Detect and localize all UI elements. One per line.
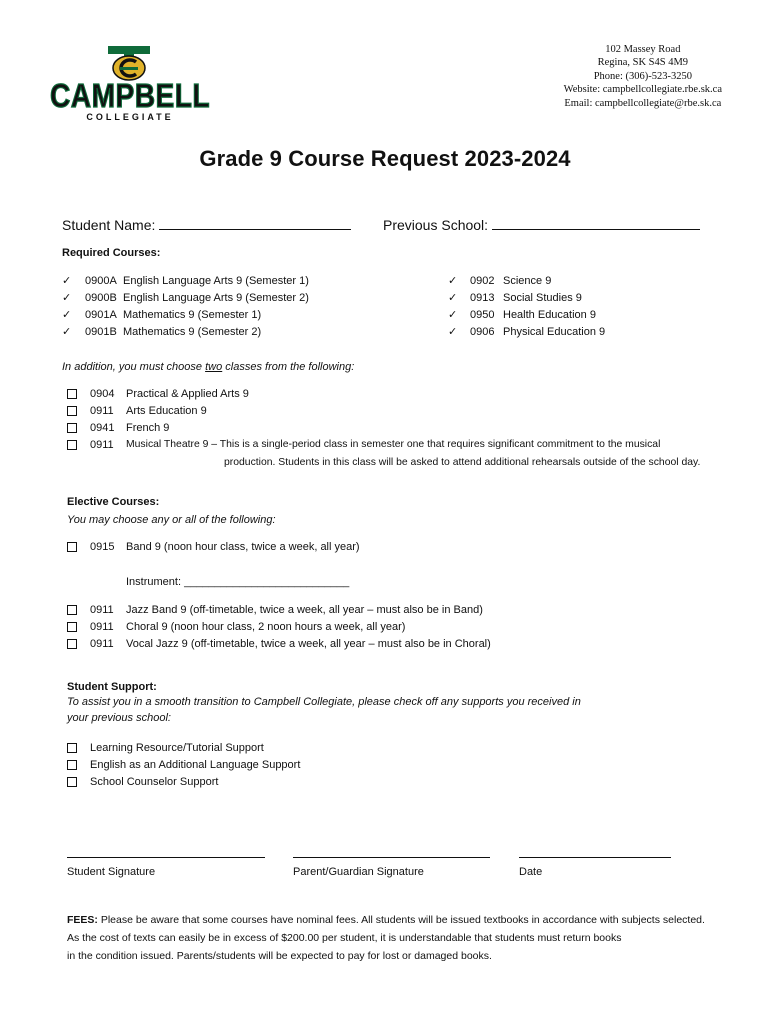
student-signature-line[interactable]: [67, 857, 265, 858]
address-line-1: 102 Massey Road: [605, 44, 681, 55]
course-code: 0950: [470, 309, 495, 321]
course-code: 0900B: [85, 292, 117, 304]
course-code: 0911: [90, 638, 114, 650]
checkbox[interactable]: [67, 406, 77, 416]
course-code: 0913: [470, 292, 495, 304]
elective-courses-heading: Elective Courses:: [67, 496, 160, 508]
course-name: Practical & Applied Arts 9: [126, 388, 249, 400]
address-line-2: Regina, SK S4S 4M9: [597, 57, 689, 69]
course-name: Physical Education 9: [503, 326, 606, 338]
parent-signature-line[interactable]: [293, 857, 490, 858]
checkmark-icon: ✓: [448, 309, 458, 321]
course-name: Jazz Band 9 (off-timetable, twice a week, all year – must also be in Band): [126, 604, 483, 616]
course-name: English Language Arts 9 (Semester 2): [123, 292, 309, 304]
fees-line-3: in the condition issued. Parents/students will be expected to pay for lost or damaged books.: [67, 950, 492, 962]
checkmark-icon: ✓: [62, 292, 72, 304]
course-name: Health Education 9: [503, 309, 596, 321]
checkmark-icon: ✓: [62, 275, 72, 287]
checkbox[interactable]: [67, 760, 77, 770]
previous-school-line[interactable]: [492, 215, 700, 230]
previous-school-field[interactable]: [383, 215, 700, 233]
checkbox[interactable]: [67, 440, 77, 450]
course-code: 0906: [470, 326, 495, 338]
course-name: Science 9: [503, 275, 552, 287]
course-code: 0902: [470, 275, 495, 287]
course-code: 0911: [90, 604, 114, 616]
checkmark-icon: ✓: [62, 326, 72, 338]
fees-label: FEES:: [67, 914, 98, 926]
elective-courses-subheading: You may choose any or all of the following:: [67, 514, 276, 526]
checkbox[interactable]: [67, 605, 77, 615]
course-name: Vocal Jazz 9 (off-timetable, twice a week, all year – must also be in Choral): [126, 638, 491, 650]
checkbox[interactable]: [67, 423, 77, 433]
fees-notice: [67, 911, 705, 965]
checkbox[interactable]: [67, 639, 77, 649]
checkbox[interactable]: [67, 542, 77, 552]
checkbox[interactable]: [67, 743, 77, 753]
svg-text:CAMPBELL: CAMPBELL: [50, 77, 210, 114]
instrument-field[interactable]: Instrument: ___________________________: [126, 576, 350, 588]
student-support-intro-1: To assist you in a smooth transition to Campbell Collegiate, please check off any supports you received in: [67, 696, 581, 708]
date-label: Date: [519, 866, 543, 878]
course-name: English Language Arts 9 (Semester 1): [123, 275, 309, 287]
phone: Phone: (306)-523-3250: [593, 70, 692, 82]
website: Website: campbellcollegiate.rbe.sk.ca: [563, 84, 722, 96]
course-code: 0941: [90, 422, 115, 434]
student-support-intro-2: your previous school:: [67, 712, 171, 724]
course-name: Musical Theatre 9 – This is a single-period class in semester one that requires significant commitment to the musical: [126, 439, 661, 450]
previous-school-label: Previous School:: [383, 217, 489, 233]
choose-two-instruction: [62, 361, 354, 373]
student-name-label: Student Name:: [62, 217, 156, 233]
email: Email: campbellcollegiate@rbe.sk.ca: [564, 97, 722, 109]
course-code: 0901B: [85, 326, 117, 338]
course-name: Social Studies 9: [503, 292, 582, 304]
fees-line-2: As the cost of texts can easily be in excess of $200.00 per student, it is understandable that students must return books: [67, 932, 622, 944]
course-name: Mathematics 9 (Semester 1): [123, 309, 262, 321]
checkbox[interactable]: [67, 389, 77, 399]
course-code: 0915: [90, 541, 115, 553]
date-line[interactable]: [519, 857, 671, 858]
course-code: 0904: [90, 388, 115, 400]
instruction-suffix: classes from the following:: [222, 361, 355, 373]
course-name: Mathematics 9 (Semester 2): [123, 326, 262, 338]
checkmark-icon: ✓: [448, 326, 458, 338]
contact-block: [564, 43, 722, 110]
student-name-line[interactable]: [159, 215, 351, 230]
course-code: 0901A: [85, 309, 117, 321]
course-code: 0911: [90, 405, 114, 417]
support-label: School Counselor Support: [90, 776, 219, 788]
fees-line-1: Please be aware that some courses have nominal fees. All students will be issued textbooks in accordance with subjects selected.: [97, 914, 705, 926]
course-name: Choral 9 (noon hour class, 2 noon hours a week, all year): [126, 621, 406, 633]
instruction-prefix: In addition, you must choose: [62, 361, 206, 373]
instruction-emphasis: two: [205, 361, 223, 373]
page-title: Grade 9 Course Request 2023-2024: [199, 146, 571, 171]
musical-theatre-continuation: production. Students in this class will be asked to attend additional rehearsals outside of the school day.: [224, 457, 701, 468]
course-name: Band 9 (noon hour class, twice a week, all year): [126, 541, 360, 553]
checkmark-icon: ✓: [448, 275, 458, 287]
course-code: 0900A: [85, 275, 117, 287]
checkbox[interactable]: [67, 777, 77, 787]
required-courses-heading: Required Courses:: [62, 247, 161, 259]
course-name: Arts Education 9: [126, 405, 207, 417]
svg-text:COLLEGIATE: COLLEGIATE: [86, 112, 174, 122]
course-code: 0911: [90, 621, 114, 633]
campbell-collegiate-logo: [48, 44, 216, 124]
student-support-heading: Student Support:: [67, 681, 157, 693]
parent-signature-label: Parent/Guardian Signature: [293, 866, 424, 878]
support-label: Learning Resource/Tutorial Support: [90, 742, 264, 754]
checkmark-icon: ✓: [62, 309, 72, 321]
checkbox[interactable]: [67, 622, 77, 632]
support-label: English as an Additional Language Support: [90, 759, 301, 771]
course-code: 0911: [90, 439, 114, 451]
course-name: French 9: [126, 422, 170, 434]
student-name-field[interactable]: [62, 215, 351, 233]
student-signature-label: Student Signature: [67, 866, 156, 878]
checkmark-icon: ✓: [448, 292, 458, 304]
logo-graphic: [48, 44, 216, 124]
